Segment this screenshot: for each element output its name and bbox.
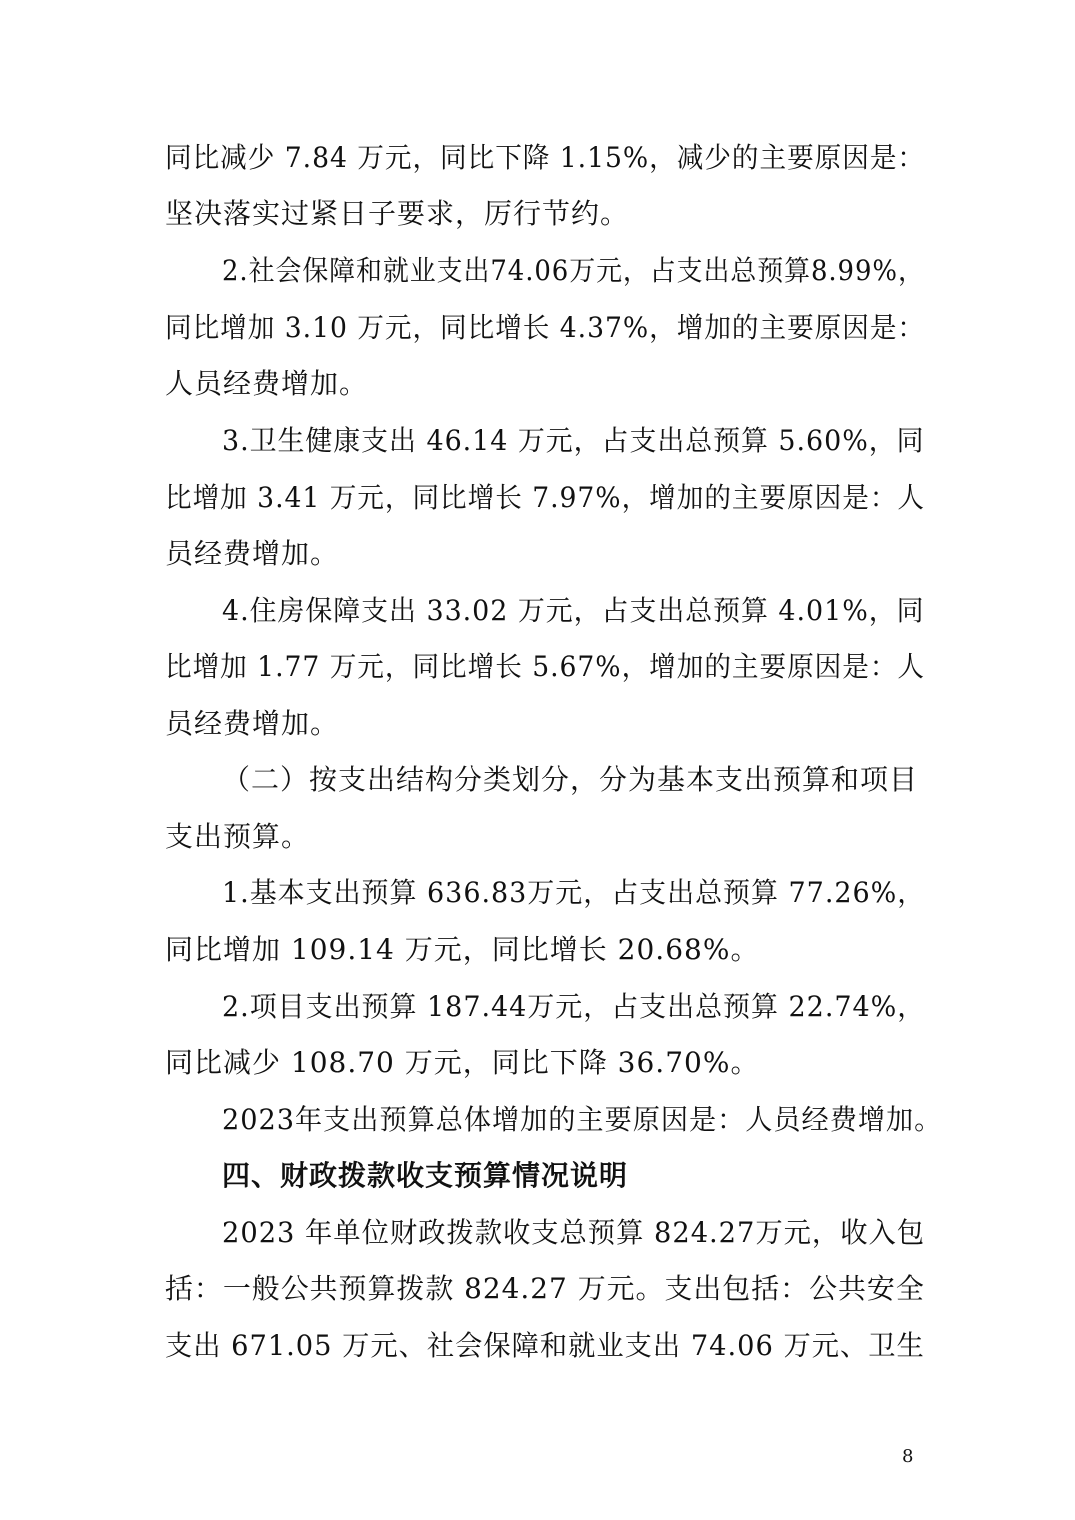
text-line: 3.卫生健康支出 46.14 万元，占支出总预算 5.60%，同 bbox=[222, 424, 925, 457]
section-subheading: （二）按支出结构分类划分，分为基本支出预算和项目 bbox=[222, 763, 919, 796]
text-line: 同比减少 108.70 万元，同比下降 36.70%。 bbox=[165, 1046, 760, 1079]
text-line: 支出 671.05 万元、社会保障和就业支出 74.06 万元、卫生 bbox=[165, 1329, 925, 1362]
section-heading: 四、财政拨款收支预算情况说明 bbox=[222, 1159, 629, 1192]
text-line: 员经费增加。 bbox=[165, 537, 340, 570]
text-line: 2023年支出预算总体增加的主要原因是：人员经费增加。 bbox=[222, 1103, 943, 1136]
page-number: 8 bbox=[902, 1446, 914, 1467]
text-line: 1.基本支出预算 636.83万元，占支出总预算 77.26%， bbox=[222, 876, 926, 909]
text-line: 同比增加 3.10 万元，同比增长 4.37%，增加的主要原因是： bbox=[165, 311, 925, 344]
text-line: 4.住房保障支出 33.02 万元，占支出总预算 4.01%，同 bbox=[222, 594, 925, 627]
text-line: 比增加 3.41 万元，同比增长 7.97%，增加的主要原因是：人 bbox=[165, 481, 925, 514]
text-line: 比增加 1.77 万元，同比增长 5.67%，增加的主要原因是：人 bbox=[165, 650, 925, 683]
text-line: 2.社会保障和就业支出74.06万元，占支出总预算8.99%， bbox=[222, 254, 925, 287]
text-line: 员经费增加。 bbox=[165, 707, 340, 740]
text-line: 同比减少 7.84 万元，同比下降 1.15%，减少的主要原因是： bbox=[165, 141, 925, 174]
text-line: 括：一般公共预算拨款 824.27 万元。支出包括：公共安全 bbox=[165, 1272, 925, 1305]
text-line: 同比增加 109.14 万元，同比增长 20.68%。 bbox=[165, 933, 760, 966]
text-line: 人员经费增加。 bbox=[165, 367, 369, 400]
text-line: 坚决落实过紧日子要求，厉行节约。 bbox=[165, 197, 630, 230]
text-line: 2023 年单位财政拨款收支总预算 824.27万元，收入包 bbox=[222, 1216, 926, 1249]
text-line: 2.项目支出预算 187.44万元，占支出总预算 22.74%， bbox=[222, 990, 926, 1023]
text-line: 支出预算。 bbox=[165, 820, 311, 853]
